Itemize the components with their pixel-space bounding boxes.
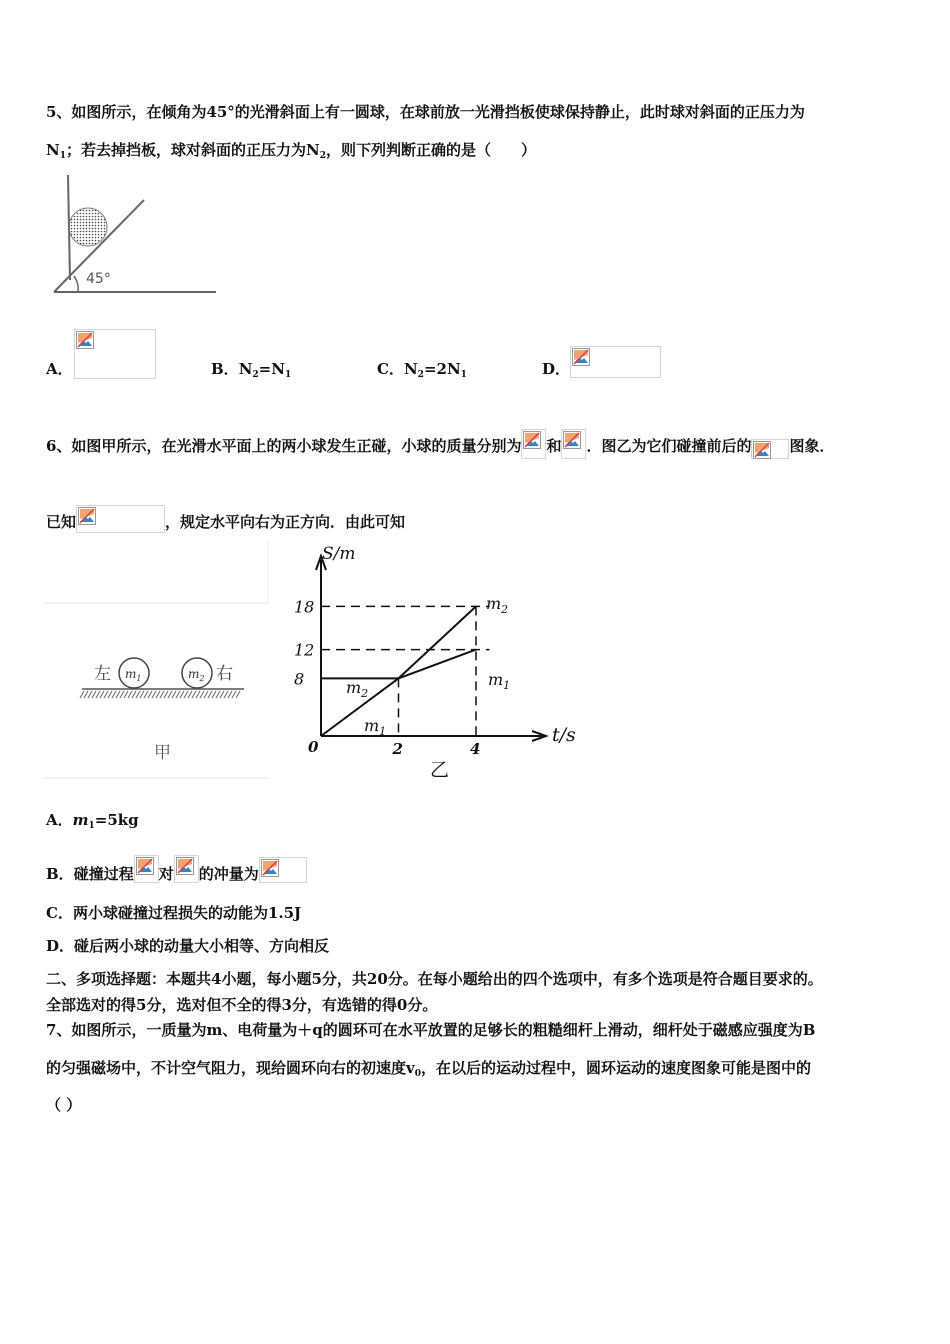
hatch-mark xyxy=(100,691,104,698)
q5-option-b[interactable]: B．$N_2=N_1$ xyxy=(211,360,292,380)
y-tick-label: 18 xyxy=(294,597,315,617)
broken-image-icon xyxy=(136,857,154,875)
q5-option-a[interactable]: A． xyxy=(46,360,73,378)
series-line-m2 xyxy=(321,606,476,678)
q7-line2: 的匀强磁场中，不计空气阻力，现给圆环向右的初速度$v_0$，在以后的运动过程中，圆环运动的速度图象可能是图中的 xyxy=(46,1059,811,1079)
ball-m2-label: $m_2$ xyxy=(188,667,205,683)
hatch-mark xyxy=(88,691,92,698)
x-tick-label: 2 xyxy=(392,740,403,758)
caption-yi: 乙 xyxy=(430,759,450,781)
y-tick-label: 8 xyxy=(294,669,305,689)
q5-line2: $N_1$；若去掉挡板，球对斜面的正压力为$N_2$，则下列判断正确的是（ ） xyxy=(46,141,536,161)
angle-label: 45° xyxy=(86,271,111,287)
b-image-3 xyxy=(259,857,307,883)
label-m1-right: $m_1$ xyxy=(488,670,511,692)
hatch-mark xyxy=(80,691,84,698)
st-image xyxy=(751,439,789,459)
broken-image-icon xyxy=(753,441,771,459)
given-image xyxy=(76,505,165,533)
hatch-mark xyxy=(216,691,220,698)
hatch-mark xyxy=(96,691,100,698)
broken-image-icon xyxy=(563,431,581,449)
broken-image-icon xyxy=(176,857,194,875)
hatch-mark xyxy=(104,691,108,698)
hatch-mark xyxy=(140,691,144,698)
hatch-mark xyxy=(128,691,132,698)
y-axis-label: S/m xyxy=(322,544,356,564)
ball xyxy=(69,208,107,246)
broken-image-icon xyxy=(76,331,94,349)
q6-line2: 已知 ，规定水平向右为正方向．由此可知 xyxy=(46,505,405,533)
hatch-mark xyxy=(164,691,168,698)
q5-line1: 5、如图所示，在倾角为45°的光滑斜面上有一圆球，在球前放一光滑挡板使球保持静止，此时球对斜面的正压力为 xyxy=(46,103,805,121)
hatch-mark xyxy=(192,691,196,698)
q5-option-d[interactable]: D． xyxy=(542,360,571,378)
hatch-mark xyxy=(180,691,184,698)
hatch-mark xyxy=(152,691,156,698)
hatch-mark xyxy=(92,691,96,698)
hatch-mark xyxy=(136,691,140,698)
label-m2-top: $m_2$ xyxy=(486,594,509,616)
origin-label: 0 xyxy=(308,738,319,756)
caption-jia: 甲 xyxy=(154,743,171,763)
label-right: 右 xyxy=(216,664,233,684)
hatch-mark xyxy=(176,691,180,698)
broken-image-icon xyxy=(78,507,96,525)
b-image-2 xyxy=(174,855,199,883)
b-image-1 xyxy=(134,855,159,883)
hatch-mark xyxy=(232,691,236,698)
hatch-mark xyxy=(160,691,164,698)
m2-image xyxy=(561,429,586,459)
broken-image-icon xyxy=(572,348,590,366)
hatch-mark xyxy=(168,691,172,698)
section2-line1: 二、多项选择题：本题共4小题，每小题5分，共20分。在每小题给出的四个选项中，有多个选项是符合题目要求的。 xyxy=(46,970,823,988)
hatch-mark xyxy=(184,691,188,698)
hatch-mark xyxy=(200,691,204,698)
hatch-mark xyxy=(116,691,120,698)
floor-hatch xyxy=(80,691,240,698)
q6-line1: 6、如图甲所示，在光滑水平面上的两小球发生正碰，小球的质量分别为 和 ．图乙为它们碰撞前后的 图象． xyxy=(46,429,835,459)
broken-image-icon xyxy=(523,431,541,449)
section2-line2: 全部选对的得5分，选对但不全的得3分，有选错的得0分。 xyxy=(46,996,438,1014)
ball-m1-label: $m_1$ xyxy=(125,667,142,683)
hatch-mark xyxy=(196,691,200,698)
q6-option-d[interactable]: D．碰后两小球的动量大小相等、方向相反 xyxy=(46,937,330,955)
q7-line1: 7、如图所示，一质量为m、电荷量为＋q的圆环可在水平放置的足够长的粗糙细杆上滑动，细杆处于磁感应强度为B xyxy=(46,1021,816,1039)
hatch-mark xyxy=(120,691,124,698)
q5-option-d-image xyxy=(570,346,661,378)
hatch-mark xyxy=(220,691,224,698)
q6-option-a[interactable]: A．$m_1=5kg$ xyxy=(46,811,139,831)
q5-option-a-image xyxy=(74,329,156,379)
hatch-mark xyxy=(108,691,112,698)
angle-arc xyxy=(74,276,78,292)
hatch-mark xyxy=(148,691,152,698)
hatch-mark xyxy=(144,691,148,698)
label-left: 左 xyxy=(94,664,111,684)
hatch-mark xyxy=(112,691,116,698)
q6-option-c[interactable]: C．两小球碰撞过程损失的动能为1.5J xyxy=(46,904,302,922)
y-tick-label: 12 xyxy=(294,640,315,660)
m1-image xyxy=(521,429,546,459)
broken-image-icon xyxy=(261,859,279,877)
incline-figure xyxy=(46,170,226,300)
x-axis-label: t/s xyxy=(552,724,576,746)
label-m2-left: $m_2$ xyxy=(346,678,369,700)
series-line-m1 xyxy=(321,650,476,736)
q7-line3: （ ） xyxy=(46,1096,82,1114)
label-m1-bottom: $m_1$ xyxy=(364,716,387,738)
hatch-mark xyxy=(156,691,160,698)
figure-yi-chart xyxy=(290,538,600,783)
hatch-mark xyxy=(236,691,240,698)
hatch-mark xyxy=(212,691,216,698)
x-tick-label: 4 xyxy=(470,740,481,758)
hatch-mark xyxy=(228,691,232,698)
figure-jia xyxy=(44,540,272,782)
hatch-mark xyxy=(224,691,228,698)
hatch-mark xyxy=(124,691,128,698)
hatch-mark xyxy=(204,691,208,698)
hatch-mark xyxy=(84,691,88,698)
hatch-mark xyxy=(132,691,136,698)
hatch-mark xyxy=(172,691,176,698)
q6-option-b[interactable]: B．碰撞过程 对 的冲量为 xyxy=(46,855,307,884)
hatch-mark xyxy=(208,691,212,698)
hatch-mark xyxy=(188,691,192,698)
q5-option-c[interactable]: C．$N_2=2N_1$ xyxy=(377,360,467,380)
